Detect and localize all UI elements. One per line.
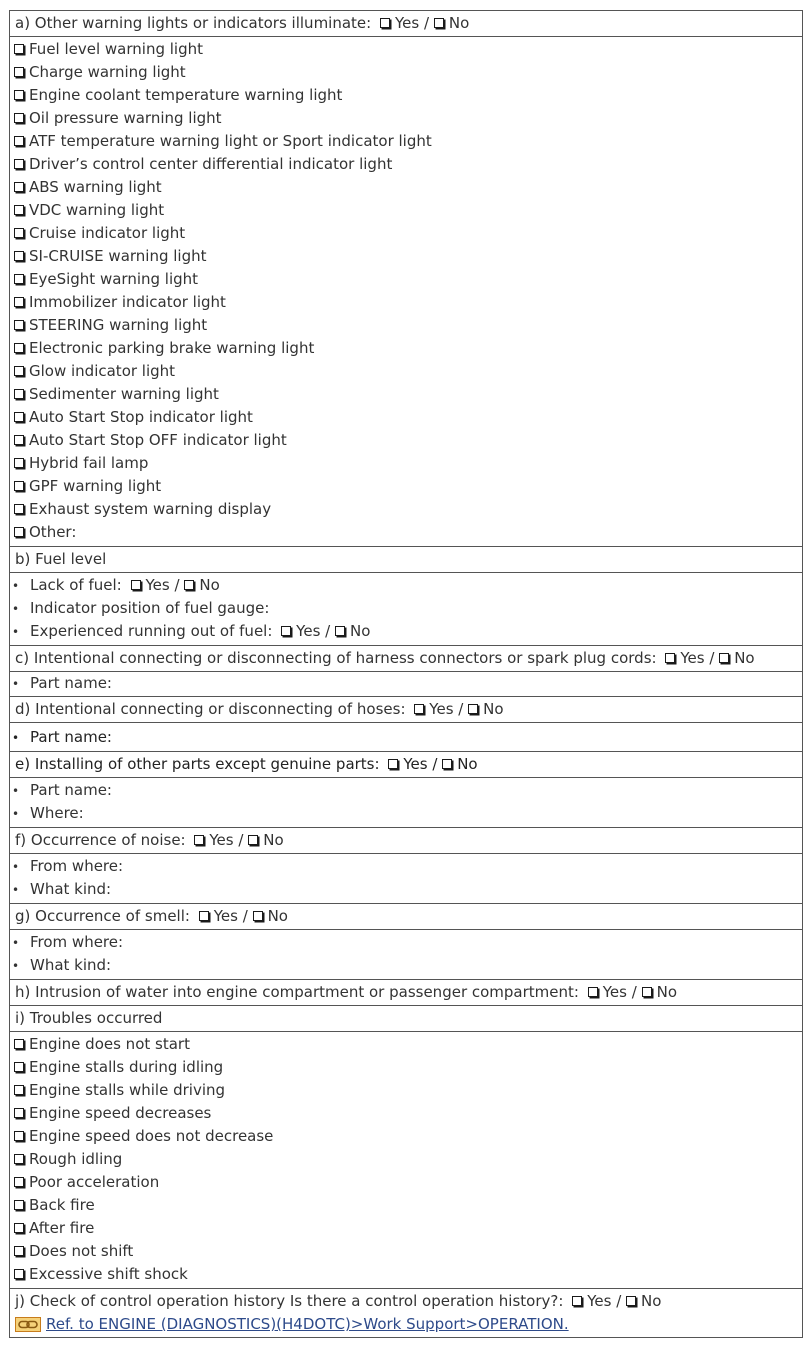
list-item — [10, 779, 802, 802]
checklist-item — [10, 337, 802, 360]
item-checkbox[interactable] — [14, 1177, 24, 1187]
section-j-header — [10, 1288, 802, 1314]
section-i-header — [10, 1005, 802, 1031]
section-f-header — [10, 827, 802, 853]
checklist-item — [10, 291, 802, 314]
item-checkbox[interactable] — [14, 44, 24, 54]
yes-checkbox[interactable] — [131, 580, 141, 590]
item-label: Glow indicator light — [29, 362, 176, 380]
no-checkbox[interactable] — [253, 911, 263, 921]
checklist-item — [10, 268, 802, 291]
item-label: Sedimenter warning light — [29, 385, 219, 403]
item-checkbox[interactable] — [14, 389, 24, 399]
item-label: Engine stalls while driving — [29, 1081, 226, 1099]
checklist-item — [10, 452, 802, 475]
no-label: No — [457, 755, 478, 773]
what-kind-label: What kind: — [30, 956, 112, 974]
item-label: Back fire — [29, 1196, 95, 1214]
checklist-item — [10, 199, 802, 222]
checklist-item — [10, 1240, 802, 1263]
link-chain-icon — [15, 1317, 41, 1332]
item-checkbox[interactable] — [14, 343, 24, 353]
other-parts-list — [10, 777, 802, 827]
yes-checkbox[interactable] — [572, 1296, 582, 1306]
item-label: GPF warning light — [29, 477, 162, 495]
checklist-item — [10, 406, 802, 429]
item-label: Poor acceleration — [29, 1173, 160, 1191]
checklist-item — [10, 38, 802, 61]
yes-label: Yes — [213, 907, 238, 925]
list-item — [10, 855, 802, 878]
item-checkbox[interactable] — [14, 182, 24, 192]
checklist-item — [10, 176, 802, 199]
no-label: No — [448, 14, 470, 32]
list-item — [10, 574, 802, 597]
yes-checkbox[interactable] — [588, 987, 598, 997]
section-d-header — [10, 696, 802, 722]
item-label: STEERING warning light — [29, 316, 208, 334]
yes-label: Yes — [602, 983, 627, 1001]
smell-list — [10, 929, 802, 979]
checklist-item — [10, 1125, 802, 1148]
no-checkbox[interactable] — [248, 835, 258, 845]
ran-out-of-fuel-label: Experienced running out of fuel: — [30, 622, 273, 640]
list-item — [10, 620, 802, 643]
separator: / — [424, 14, 430, 32]
item-checkbox[interactable] — [14, 136, 24, 146]
yes-checkbox[interactable] — [665, 653, 675, 663]
item-checkbox[interactable] — [14, 113, 24, 123]
yes-checkbox[interactable] — [194, 835, 204, 845]
list-item — [10, 954, 802, 977]
connector-part-list — [10, 671, 802, 696]
item-label: After fire — [29, 1219, 95, 1237]
no-checkbox[interactable] — [642, 987, 652, 997]
separator: / — [174, 576, 180, 594]
yes-label: Yes — [296, 622, 321, 640]
yes-label: Yes — [395, 14, 420, 32]
item-label: Auto Start Stop indicator light — [29, 408, 253, 426]
item-checkbox[interactable] — [14, 1131, 24, 1141]
item-checkbox[interactable] — [14, 1154, 24, 1164]
item-checkbox[interactable] — [14, 504, 24, 514]
item-label: Charge warning light — [29, 63, 186, 81]
item-label: Other: — [29, 523, 77, 541]
list-item — [10, 672, 802, 695]
no-checkbox[interactable] — [335, 626, 345, 636]
item-label: Engine speed decreases — [29, 1104, 212, 1122]
item-checkbox[interactable] — [14, 435, 24, 445]
item-label: Driver’s control center differential indicator light — [29, 155, 393, 173]
yes-label: Yes — [403, 755, 428, 773]
item-checkbox[interactable] — [14, 90, 24, 100]
bullet: • — [12, 579, 20, 593]
checklist-item — [10, 222, 802, 245]
yes-label: Yes — [209, 831, 234, 849]
section-g-title: g) Occurrence of smell: — [15, 907, 190, 925]
checklist-item — [10, 314, 802, 337]
checklist-item — [10, 245, 802, 268]
bullet: • — [12, 883, 20, 897]
item-checkbox[interactable] — [14, 320, 24, 330]
fuel-gauge-label: Indicator position of fuel gauge: — [30, 599, 270, 617]
checklist-item — [10, 61, 802, 84]
item-checkbox[interactable] — [14, 1246, 24, 1256]
item-checkbox[interactable] — [14, 274, 24, 284]
part-name-label: Part name: — [30, 674, 112, 692]
checklist-item — [10, 1056, 802, 1079]
lack-of-fuel-label: Lack of fuel: — [30, 576, 122, 594]
item-label: ATF temperature warning light or Sport indicator light — [29, 132, 432, 150]
item-checkbox[interactable] — [14, 1085, 24, 1095]
list-item — [10, 726, 802, 749]
fuel-level-list — [10, 572, 802, 645]
checklist-item — [10, 360, 802, 383]
item-checkbox[interactable] — [14, 458, 24, 468]
item-checkbox[interactable] — [14, 251, 24, 261]
section-g-header — [10, 903, 802, 929]
item-checkbox[interactable] — [14, 412, 24, 422]
noise-list — [10, 853, 802, 903]
item-label: ABS warning light — [29, 178, 162, 196]
list-item — [10, 802, 802, 825]
item-checkbox[interactable] — [14, 228, 24, 238]
part-name-label: Part name: — [30, 728, 112, 746]
troubles-list — [10, 1031, 802, 1288]
separator: / — [709, 649, 715, 667]
checklist-item — [10, 1079, 802, 1102]
no-checkbox[interactable] — [434, 18, 444, 28]
item-label: Rough idling — [29, 1150, 123, 1168]
item-checkbox[interactable] — [14, 481, 24, 491]
no-label: No — [656, 983, 677, 1001]
item-label: Excessive shift shock — [29, 1265, 188, 1283]
section-e-header — [10, 751, 802, 777]
yes-checkbox[interactable] — [380, 18, 390, 28]
bullet: • — [12, 807, 20, 821]
section-c-title: c) Intentional connecting or disconnecting of harness connectors or spark plug cords: — [15, 649, 657, 667]
bullet: • — [12, 936, 20, 950]
yes-label: Yes — [429, 700, 454, 718]
no-label: No — [641, 1292, 662, 1310]
no-label: No — [350, 622, 371, 640]
checklist-item — [10, 107, 802, 130]
list-item — [10, 878, 802, 901]
separator: / — [432, 755, 438, 773]
item-checkbox[interactable] — [14, 159, 24, 169]
yes-label: Yes — [680, 649, 705, 667]
yes-label: Yes — [587, 1292, 612, 1310]
checklist-item — [10, 1194, 802, 1217]
separator: / — [631, 983, 637, 1001]
item-checkbox[interactable] — [14, 1062, 24, 1072]
section-j-title: j) Check of control operation history Is there a control operation history?: — [15, 1292, 564, 1310]
item-checkbox[interactable] — [14, 1108, 24, 1118]
checklist-item — [10, 84, 802, 107]
checklist-item — [10, 130, 802, 153]
checklist-item — [10, 521, 802, 544]
item-label: Engine does not start — [29, 1035, 190, 1053]
from-where-label: From where: — [30, 933, 124, 951]
section-a-title: a) Other warning lights or indicators illuminate: — [15, 14, 372, 32]
hose-part-list — [10, 722, 802, 751]
yes-checkbox[interactable] — [281, 626, 291, 636]
item-label: SI-CRUISE warning light — [29, 247, 207, 265]
item-checkbox[interactable] — [14, 527, 24, 537]
no-label: No — [483, 700, 504, 718]
item-checkbox[interactable] — [14, 366, 24, 376]
item-label: Electronic parking brake warning light — [29, 339, 315, 357]
item-checkbox[interactable] — [14, 67, 24, 77]
reference-row — [10, 1314, 802, 1337]
item-label: Hybrid fail lamp — [29, 454, 149, 472]
item-label: Engine stalls during idling — [29, 1058, 224, 1076]
checklist-item — [10, 1217, 802, 1240]
no-checkbox[interactable] — [184, 580, 194, 590]
item-label: Oil pressure warning light — [29, 109, 222, 127]
item-label: Cruise indicator light — [29, 224, 186, 242]
bullet: • — [12, 677, 20, 691]
checklist-item — [10, 153, 802, 176]
from-where-label: From where: — [30, 857, 124, 875]
section-a-header — [10, 11, 802, 36]
section-e-title: e) Installing of other parts except genuine parts: — [15, 755, 380, 773]
item-label: Engine coolant temperature warning light — [29, 86, 343, 104]
no-checkbox[interactable] — [719, 653, 729, 663]
bullet: • — [12, 602, 20, 616]
section-b-header — [10, 546, 802, 572]
section-d-title: d) Intentional connecting or disconnecting of hoses: — [15, 700, 406, 718]
checklist-item — [10, 475, 802, 498]
item-label: Immobilizer indicator light — [29, 293, 226, 311]
item-label: Exhaust system warning display — [29, 500, 272, 518]
where-label: Where: — [30, 804, 84, 822]
bullet: • — [12, 731, 20, 745]
checklist-item — [10, 429, 802, 452]
item-label: EyeSight warning light — [29, 270, 199, 288]
yes-checkbox[interactable] — [199, 911, 209, 921]
diagnosis-checklist-table — [9, 10, 803, 1338]
bullet: • — [12, 625, 20, 639]
separator: / — [238, 831, 244, 849]
checklist-item — [10, 1033, 802, 1056]
item-label: Engine speed does not decrease — [29, 1127, 274, 1145]
no-checkbox[interactable] — [626, 1296, 636, 1306]
part-name-label: Part name: — [30, 781, 112, 799]
separator: / — [242, 907, 248, 925]
item-label: Does not shift — [29, 1242, 134, 1260]
separator: / — [325, 622, 331, 640]
section-h-header — [10, 979, 802, 1005]
no-label: No — [199, 576, 220, 594]
yes-checkbox[interactable] — [388, 759, 398, 769]
item-checkbox[interactable] — [14, 1269, 24, 1279]
reference-link[interactable]: Ref. to ENGINE (DIAGNOSTICS)(H4DOTC)>Work Support>OPERATION. — [46, 1315, 569, 1333]
warning-lights-list — [10, 36, 802, 546]
yes-label: Yes — [145, 576, 170, 594]
no-checkbox[interactable] — [468, 704, 478, 714]
section-i-title: i) Troubles occurred — [15, 1009, 163, 1027]
no-label: No — [267, 907, 288, 925]
item-checkbox[interactable] — [14, 297, 24, 307]
list-item — [10, 597, 802, 620]
item-checkbox[interactable] — [14, 1039, 24, 1049]
section-f-title: f) Occurrence of noise: — [15, 831, 186, 849]
item-checkbox[interactable] — [14, 1223, 24, 1233]
bullet: • — [12, 959, 20, 973]
checklist-item — [10, 1148, 802, 1171]
bullet: • — [12, 784, 20, 798]
section-h-title: h) Intrusion of water into engine compartment or passenger compartment: — [15, 983, 579, 1001]
no-label: No — [734, 649, 755, 667]
checklist-item — [10, 1263, 802, 1286]
yes-checkbox[interactable] — [414, 704, 424, 714]
item-label: Auto Start Stop OFF indicator light — [29, 431, 287, 449]
separator: / — [616, 1292, 622, 1310]
section-b-title: b) Fuel level — [15, 550, 107, 568]
item-label: Fuel level warning light — [29, 40, 203, 58]
separator: / — [458, 700, 464, 718]
checklist-item — [10, 383, 802, 406]
item-checkbox[interactable] — [14, 205, 24, 215]
item-label: VDC warning light — [29, 201, 165, 219]
list-item — [10, 931, 802, 954]
no-label: No — [263, 831, 284, 849]
item-checkbox[interactable] — [14, 1200, 24, 1210]
checklist-item — [10, 1102, 802, 1125]
section-c-header — [10, 645, 802, 671]
checklist-item — [10, 1171, 802, 1194]
bullet: • — [12, 860, 20, 874]
what-kind-label: What kind: — [30, 880, 112, 898]
checklist-item — [10, 498, 802, 521]
no-checkbox[interactable] — [442, 759, 452, 769]
